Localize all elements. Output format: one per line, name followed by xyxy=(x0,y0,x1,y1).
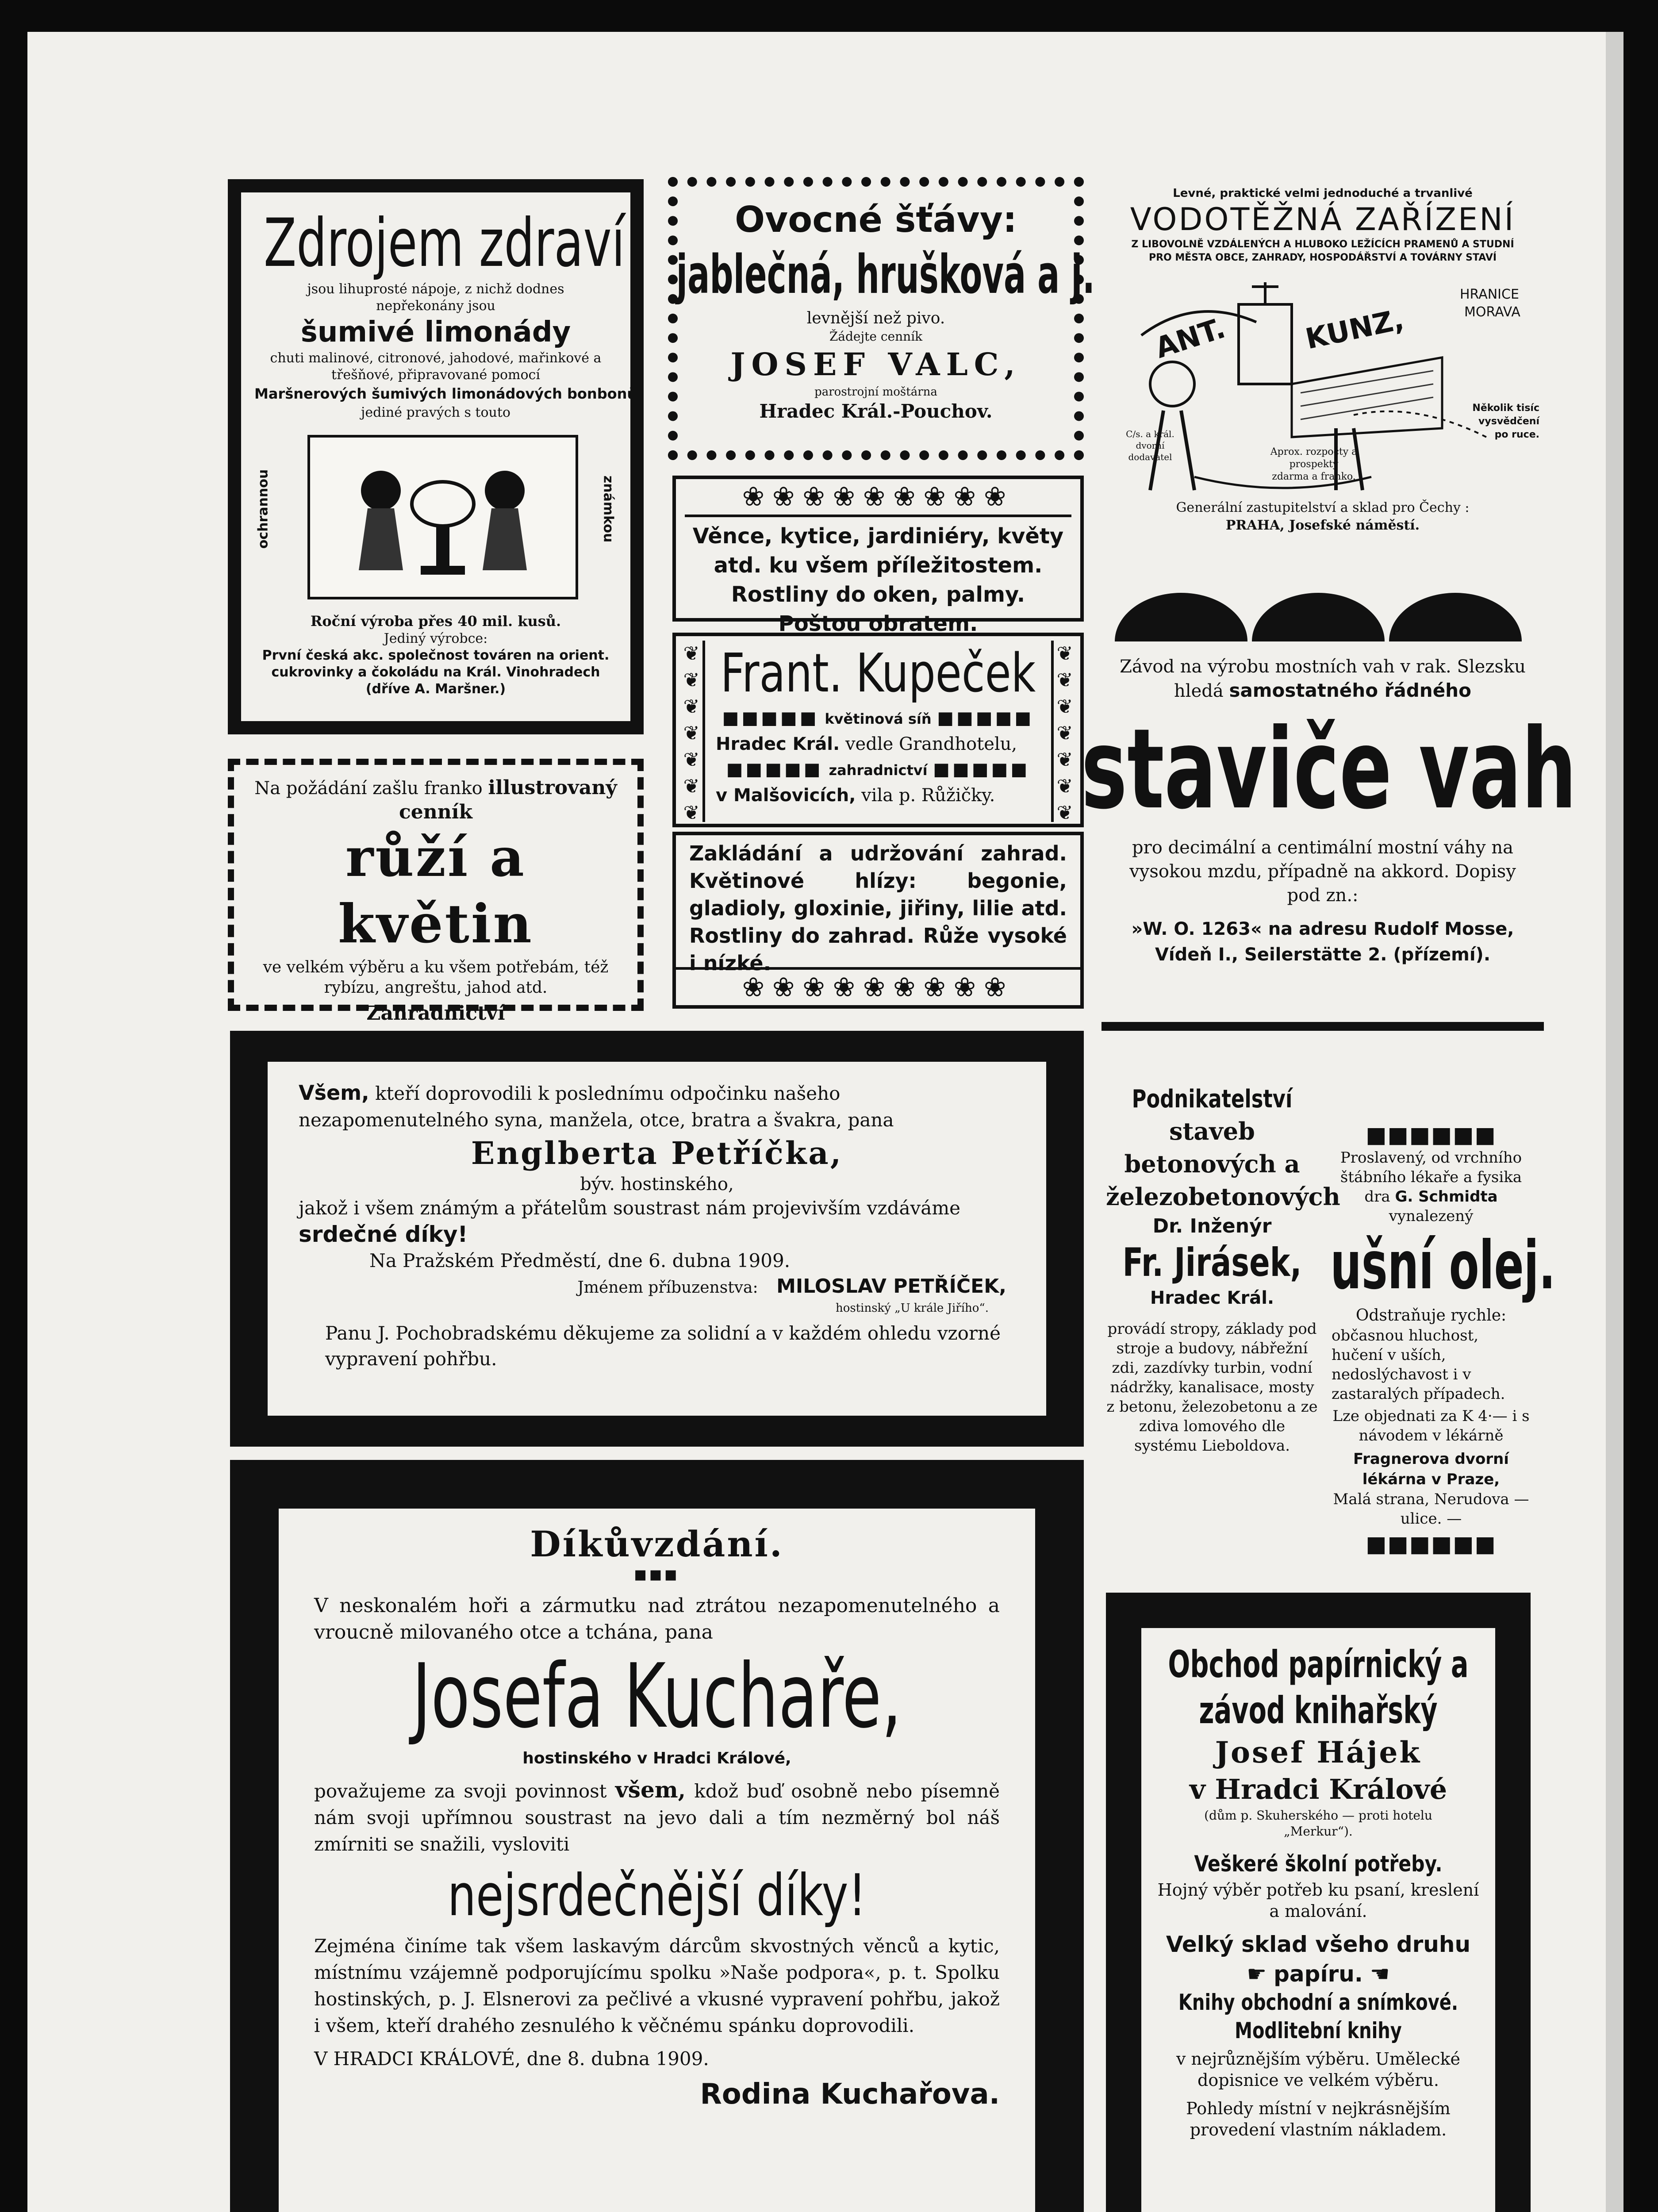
ad-title: Ovocné šťávy: xyxy=(735,199,1017,240)
ad-title: Díkůvzdání. xyxy=(530,1523,784,1565)
ad-line: levnější než pivo. xyxy=(806,309,945,327)
ad-title: VODOTĚŽNÁ ZAŘÍZENÍ xyxy=(1130,201,1516,238)
ad-row xyxy=(1155,1960,1482,1988)
ad-line: papíru. xyxy=(1274,1961,1363,1987)
ad-line: staveb betonových a železobetonových xyxy=(1106,1117,1340,1211)
ad-name: JOSEF VALC, xyxy=(730,346,1021,383)
ad-line: v nejrůznějším výběru. Umělecké dopisnice ve velkém výběru. xyxy=(1176,2049,1460,2090)
ad-line: vedle Grandhotelu, xyxy=(845,734,1017,754)
ad-signature: Rodina Kuchařova. xyxy=(700,2078,1000,2111)
ad-jirasek xyxy=(1101,1075,1340,1584)
ad-line: Závod na výrobu mostních vah v rak. Slezsku hledá xyxy=(1120,657,1526,701)
ad-row xyxy=(1110,655,1535,703)
ad-line: V neskonalém hoři a zármutku nad ztrátou nezapomenutelného a vroucně milovaného otce a tchána, pana xyxy=(314,1594,1000,1644)
ad-name: Josefa Kuchaře, xyxy=(412,1645,902,1748)
ad-line: Maršnerových šumivých limonádových bonbonů xyxy=(254,385,637,402)
ad-line: Roční výroba přes 40 mil. kusů. xyxy=(310,613,561,630)
ad-row xyxy=(314,1777,1000,1858)
ad-line: (dům p. Skuherského — proti hotelu „Merkur“). xyxy=(1204,1808,1432,1839)
ad-line: Jménem příbuzenstva: xyxy=(577,1279,758,1297)
ad-place: Hradec Král.-Pouchov. xyxy=(759,400,993,422)
ad-line: jsou lihuprosté nápoje, z nichž dodnes nepřekonány jsou xyxy=(307,281,564,314)
ad-line: kdož buď osobně nebo písemně nám svoji upřímnou soustrast na jevo dali a tím nezměrný bol náš zmírniti se snažili, vysloviti xyxy=(314,1780,1000,1855)
ad-line: Všem, xyxy=(299,1081,369,1105)
ad-hajek xyxy=(1106,1593,1531,2212)
ad-row xyxy=(299,1274,1015,1300)
ad-line: považujeme za svoji povinnost xyxy=(314,1780,607,1802)
ad-line: květinová síň xyxy=(825,710,932,727)
vine-right: ❦ ❦ ❦ ❦ ❦ ❦ ❦ xyxy=(1051,641,1076,822)
ad-line: PRO MĚSTA OBCE, ZAHRADY, HOSPODÁŘSTVÍ A TOVÁRNY STAVÍ xyxy=(1148,252,1497,263)
box-row: ■■■■■ xyxy=(937,708,1034,728)
ad-line: Levné, praktické velmi jednoduché a trvanlivé xyxy=(1173,187,1473,200)
ad-line: Zahradnictví xyxy=(366,1002,505,1025)
ad-row xyxy=(247,776,624,825)
ad-line: V HRADCI KRÁLOVÉ, dne 8. dubna 1909. xyxy=(314,2048,709,2070)
ad-line: Na požádání zašlu franko xyxy=(254,778,483,799)
ad-big: růží a květin xyxy=(338,826,533,955)
ad-row xyxy=(716,705,1040,732)
ad-tucek xyxy=(228,759,644,1025)
ad-big: jablečná, hrušková a j. xyxy=(676,244,1095,306)
box-row: ■■■■■ xyxy=(726,759,823,780)
ad-line: šumivé limonády xyxy=(300,316,571,349)
ad-name: Fr. Jirásek, xyxy=(1122,1240,1302,1285)
ad-line: První česká akc. společnost továren na orient. cukrovinky a čokoládu na Král. Vinohradech xyxy=(262,648,610,680)
ad-line: PRAHA, Josefské náměstí. xyxy=(1225,518,1420,533)
side-text-left: ochrannou xyxy=(255,469,271,549)
ad-big: staviče vah xyxy=(1081,705,1577,833)
ad-zdrojem-zdravi xyxy=(228,179,644,734)
ad-line: občasnou hluchost, hučení v uších, nedoslýchavost i v zastaralých případech. xyxy=(1332,1327,1505,1403)
ad-line: Hojný výběr potřeb ku psaní, kreslení a malování. xyxy=(1157,1880,1479,1921)
ad-zakladani xyxy=(672,832,1084,1009)
ad-text: Věnce, kytice, jardiniéry, květy atd. ku všem příležitostem. Rostliny do oken, palmy. Poštou obratem. xyxy=(692,524,1064,636)
ornament-row: ❀❀❀❀❀❀❀❀❀ xyxy=(676,967,1080,1005)
ad-line: Fragnerova dvorní lékárna v Praze, xyxy=(1353,1450,1509,1488)
ad-line: kteří doprovodili k poslednímu odpočinku našeho nezapomenutelného syna, manžela, otce, bratra a švakra, pana xyxy=(299,1083,894,1131)
ad-line: Proslavený, od vrchního štábního lékaře a fysika dra xyxy=(1340,1149,1522,1206)
ad-line: Odstraňuje rychle: xyxy=(1355,1306,1507,1325)
ad-line: Jediný výrobce: xyxy=(384,631,488,646)
ad-line: Zejména činíme tak všem laskavým dárcům skvostných věnců a kytic, místnímu vzájemně podporujícímu spolku »Naše podpora«, p. t. Spolku hostinských, p. J. Elsnerovi za pečlivé a vkusné vypravení pohřbu, jakož i všem, kteří drahého zesnulého k věčnému spánku doprovodili. xyxy=(314,1935,1000,2036)
ad-line: Hradec Král. xyxy=(716,734,840,754)
ad-line: Malá strana, Nerudova — ulice. — xyxy=(1333,1490,1529,1528)
ad-line: Velký sklad všeho druhu xyxy=(1166,1932,1471,1957)
ad-line: hostinského v Hradci Králové, xyxy=(522,1749,791,1767)
ad-text: Aprox. rozpočty a prospekty zdarma a franko. xyxy=(1270,446,1358,482)
ad-text: HRANICE xyxy=(1460,287,1519,302)
pointing-hand-icon: ☛ xyxy=(1247,1961,1267,1987)
ad-line: srdečné díky! xyxy=(299,1221,468,1247)
ornament-row: ❀❀❀❀❀❀❀❀❀ xyxy=(685,479,1071,517)
semicircle-divider xyxy=(1106,593,1531,641)
ad-kupecek xyxy=(672,633,1084,827)
ad-line: vila p. Růžičky. xyxy=(861,785,995,806)
ad-usni-olej xyxy=(1327,1117,1556,1586)
box-row: ■■■■■ xyxy=(933,759,1030,780)
ad-text: Zakládání a udržování zahrad. Květinové hlízy: begonie, gladioly, gloxinie, jiřiny, lilie atd. Rostliny do zahrad. Růže vysoké i nízké. xyxy=(689,841,1067,975)
ad-line: chuti malinové, citronové, jahodové, mařinkové a třešňové, připravované pomocí xyxy=(270,350,602,383)
ad-line: Z LIBOVOLNĚ VZDÁLENÝCH A HLUBOKO LEŽÍCÍCH PRAMENŮ A STUDNÍ xyxy=(1131,239,1514,250)
ad-line: provádí stropy, základy pod stroje a budovy, nábřežní zdi, zazdívky turbin, vodní nádržky, kanalisace, mosty z betonu, železobetonu a ze zdiva lomového dle systému Lieboldova. xyxy=(1106,1320,1318,1455)
ad-place: v Hradci Králové xyxy=(1189,1773,1447,1805)
ad-line: ve velkém výběru a ku všem potřebám, též rybízu, angreštu, jahod atd. xyxy=(263,958,609,997)
side-text-right: známkou xyxy=(600,475,616,543)
ad-line: Veškeré školní potřeby. xyxy=(1194,1851,1443,1877)
ad-line: zahradnictví xyxy=(829,762,928,779)
ad-dikuvzdani-kuchar xyxy=(230,1460,1084,2212)
ad-line: Panu J. Pochobradskému děkujeme za solidní a v každém ohledu vzorné vypravení pohřbu. xyxy=(325,1322,1001,1370)
ad-line: Na Pražském Předměstí, dne 6. dubna 1909. xyxy=(369,1250,791,1271)
ad-line: pro decimální a centimální mostní váhy na vysokou mzdu, případně na akkord. Dopisy pod zn.: xyxy=(1129,837,1516,906)
ad-line: hostinský „U krále Jiřího“. xyxy=(835,1302,989,1315)
ad-line: parostrojní moštárna xyxy=(814,385,937,399)
ad-text: Několik tisíc vysvědčení po ruce. xyxy=(1472,403,1539,440)
ad-line: Žádejte cenník xyxy=(829,329,923,344)
ad-line: samostatného řádného xyxy=(1229,680,1471,701)
ad-title: Obchod papírnický a závod knihařský xyxy=(1168,1643,1469,1732)
ad-ovocne-stavy xyxy=(668,177,1095,460)
ad-text: ANT. xyxy=(1151,311,1229,365)
box-row: ■■■ xyxy=(634,1567,680,1582)
ad-signature: MILOSLAV PETŘÍČEK, xyxy=(776,1275,1006,1298)
ad-line: G. Schmidta xyxy=(1395,1188,1498,1206)
ad-text: C/s. a král. dvorní dodavatel xyxy=(1126,429,1174,462)
ad-line: všem, xyxy=(615,1777,686,1803)
pointing-hand-icon: ☚ xyxy=(1370,1961,1390,1987)
vine-left: ❦ ❦ ❦ ❦ ❦ ❦ ❦ xyxy=(680,641,705,822)
ad-name: Josef Hájek xyxy=(1215,1735,1422,1770)
ad-line: Pohledy místní v nejkrásnějším provedení vlastním nákladem. xyxy=(1186,2099,1451,2139)
ad-line: Podnikatelství xyxy=(1132,1085,1293,1114)
ad-line: jakož i všem známým a přátelům soustrast nám projevivším vzdáváme xyxy=(299,1197,961,1219)
page-edge xyxy=(1606,32,1623,2212)
ad-line: (dříve A. Maršner.) xyxy=(365,681,506,697)
ad-title: Zdrojem zdraví xyxy=(264,205,625,282)
ad-stavice-vah xyxy=(1081,646,1577,1031)
illustration-pump xyxy=(1106,269,1539,499)
ad-name: Frant. Kupeček xyxy=(720,643,1036,704)
ad-petricek-thanks xyxy=(230,1031,1084,1447)
ad-text: MORAVA xyxy=(1464,304,1520,320)
box-row: ■■■■■ xyxy=(722,708,819,728)
box-row: ■■■■■■ xyxy=(1366,1122,1497,1148)
ad-big: ušní olej. xyxy=(1330,1227,1556,1304)
ad-row xyxy=(1332,1148,1531,1226)
ad-kunz-vodotezna xyxy=(1101,181,1544,575)
ad-line: Dr. Inženýr xyxy=(1152,1215,1272,1237)
ad-line: Lze objednati za K 4·— i s návodem v lékárně xyxy=(1332,1407,1530,1444)
ad-row xyxy=(716,756,1040,783)
ad-row xyxy=(299,1079,1015,1133)
ad-line: Generální zastupitelství a sklad pro Čechy : xyxy=(1176,500,1470,515)
ad-line: illustrovaný cenník xyxy=(399,776,617,823)
ad-line: býv. hostinského, xyxy=(580,1174,734,1194)
ad-line: vynalezený xyxy=(1389,1207,1474,1225)
trademark-image xyxy=(307,435,578,599)
ad-line: v Malšovicích, xyxy=(716,785,856,806)
ad-line: »W. O. 1263« na adresu Rudolf Mosse, Vídeň I., Seilerstätte 2. (přízemí). xyxy=(1131,919,1514,965)
box-row: ■■■■■■ xyxy=(1366,1531,1497,1557)
ad-place: Hradec Král. xyxy=(1150,1288,1274,1308)
ad-line: jediné pravých s touto xyxy=(361,405,510,420)
ad-vence xyxy=(672,476,1084,636)
ad-line: Knihy obchodní a snímkové. Modlitební knihy xyxy=(1178,1989,1458,2043)
ad-big: nejsrdečnější díky! xyxy=(447,1862,867,1929)
ad-text: KUNZ, xyxy=(1302,303,1407,356)
ad-name: Englberta Petříčka, xyxy=(471,1135,843,1171)
